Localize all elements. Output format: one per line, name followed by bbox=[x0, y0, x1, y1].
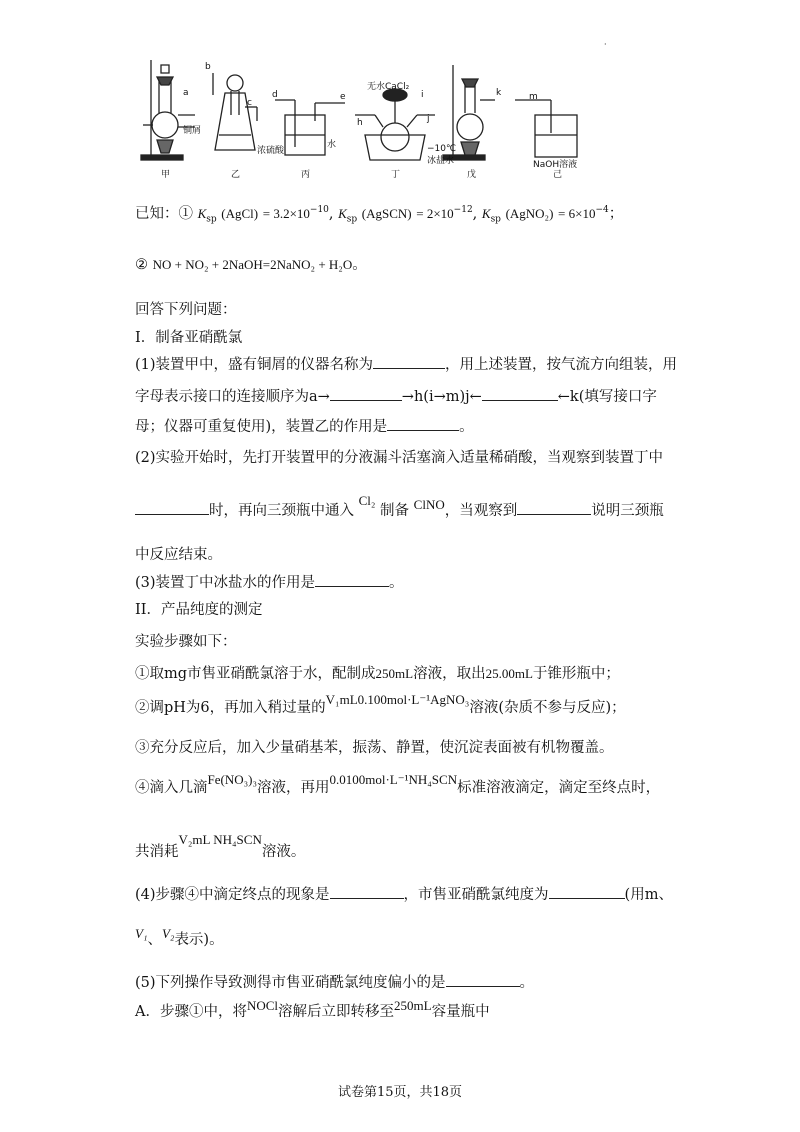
q4-line1: (4)步骤④中滴定终点的现象是 ，市售亚硝酰氯纯度为 (用m、 bbox=[135, 884, 673, 905]
part1-heading: I．制备亚硝酰氯 bbox=[135, 330, 243, 346]
port-h: h bbox=[357, 118, 363, 128]
q1-line3: 母；仪器可重复使用)，装置乙的作用是 。 bbox=[135, 416, 474, 437]
step5: 共消耗V₂mL NH₄SCN溶液。 bbox=[135, 832, 306, 860]
port-a: a bbox=[183, 88, 189, 98]
known-ksp-line: 已知：① $K_{sp}$ (AgCl) = $3.2\times 10^{-10}$, $K_{sp}$ (AgSCN) = $2\times 10^{-12}$, $K_{sp}$ (AgNO₂) = $6\times 10^{-4}$； bbox=[135, 205, 624, 225]
figure-label-wu: 戊 bbox=[467, 170, 477, 180]
note-h2so4: 浓硫酸 bbox=[257, 146, 285, 156]
figure-label-bing: 丙 bbox=[301, 170, 311, 180]
step1: ①取mg市售亚硝酰氯溶于水，配制成250mL溶液，取出25.00mL于锥形瓶中； bbox=[135, 666, 620, 682]
port-j: j bbox=[427, 114, 430, 124]
q2-line2: 时，再向三颈瓶中通入 Cl₂ 制备 ClNO，当观察到 说明三颈瓶 bbox=[135, 500, 664, 521]
page-footer: 试卷第15页，共18页 bbox=[337, 1085, 463, 1100]
page-dot: · bbox=[604, 40, 607, 49]
figure-label-yi: 乙 bbox=[231, 170, 241, 180]
figure-label-jia: 甲 bbox=[161, 170, 171, 180]
port-c: c bbox=[247, 98, 252, 108]
port-m: m bbox=[529, 92, 538, 102]
q4-line2: V₁、V₂表示)。 bbox=[135, 926, 224, 948]
ksp-agcl: (AgCl) bbox=[221, 205, 259, 221]
step2: ②调pH为6，再加入稍过量的V₁mL0.100mol·L⁻¹AgNO₃溶液(杂质不参与反应)； bbox=[135, 692, 626, 716]
reaction-equation: NO + NO₂ + 2NaOH=2NaNO₂ + H₂O bbox=[152, 257, 353, 272]
figure-label-ding: 丁 bbox=[391, 170, 401, 180]
port-d: d bbox=[272, 90, 278, 100]
note-copper: 铜屑 bbox=[183, 126, 202, 136]
steps-heading: 实验步骤如下： bbox=[135, 634, 237, 650]
port-e: e bbox=[340, 92, 346, 102]
option-a: A．步骤①中，将NOCl溶解后立即转移至250mL容量瓶中 bbox=[135, 998, 490, 1020]
note-naoh: NaOH溶液 bbox=[533, 160, 578, 170]
clno-formula: ClNO bbox=[413, 497, 445, 512]
port-k: k bbox=[496, 88, 502, 98]
ksp-agscn: (AgSCN) bbox=[361, 205, 412, 221]
ksp-agno2: (AgNO₂) bbox=[505, 205, 554, 221]
note-temp: −10℃ bbox=[427, 144, 457, 154]
step3: ③充分反应后，加入少量硝基苯，振荡、静置，使沉淀表面被有机物覆盖。 bbox=[135, 740, 614, 756]
port-b: b bbox=[205, 62, 211, 72]
part2-heading: II．产品纯度的测定 bbox=[135, 602, 263, 618]
apparatus-figure bbox=[135, 55, 660, 185]
q1-line2: 字母表示接口的连接顺序为a→ →h(i→m)j← ←k(填写接口字 bbox=[135, 386, 657, 407]
port-i: i bbox=[421, 90, 424, 100]
q5-line: (5)下列操作导致测得市售亚硝酰氯纯度偏小的是 。 bbox=[135, 972, 534, 993]
figure-label-ji: 己 bbox=[553, 170, 563, 180]
known-reaction-line: ② NO + NO₂ + 2NaOH=2NaNO₂ + H₂O。 bbox=[135, 257, 367, 273]
q3-line: (3)装置丁中冰盐水的作用是 。 bbox=[135, 572, 404, 593]
note-water: 水 bbox=[327, 140, 337, 150]
note-cacl2: 无水CaCl₂ bbox=[367, 82, 410, 92]
answer-heading: 回答下列问题： bbox=[135, 302, 237, 318]
step4: ④滴入几滴Fe(NO₃)₃溶液，再用0.0100mol·L⁻¹NH₄SCN标准溶液滴定，滴定至终点时， bbox=[135, 772, 661, 796]
q2-line1: (2)实验开始时，先打开装置甲的分液漏斗活塞滴入适量稀硝酸，当观察到装置丁中 bbox=[135, 450, 664, 466]
q2-line3: 中反应结束。 bbox=[135, 547, 222, 563]
q1-line1: (1)装置甲中，盛有铜屑的仪器名称为 ，用上述装置，按气流方向组装，用 bbox=[135, 354, 677, 375]
note-icesalt: 冰盐水 bbox=[427, 156, 455, 166]
